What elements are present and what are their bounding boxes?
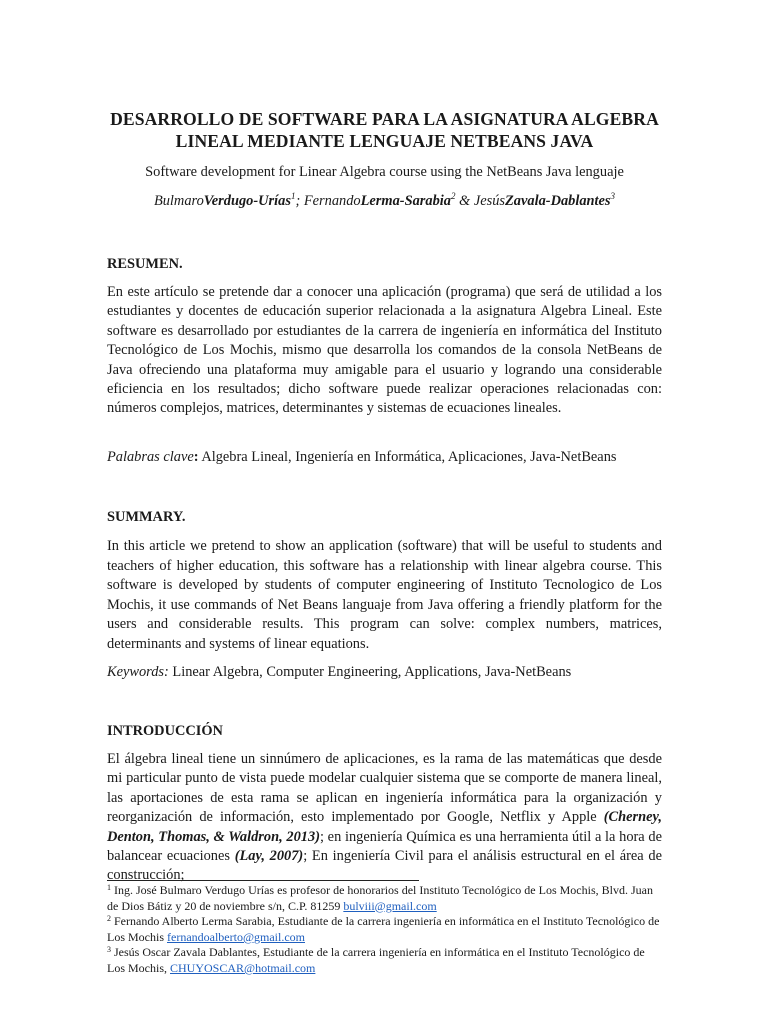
- author-2-surname: Lerma-Sarabia: [360, 193, 451, 209]
- intro-body: [107, 750, 662, 886]
- footnote-2: [107, 914, 662, 945]
- footnote-2-text: Fernando Alberto Lerma Sarabia, Estudiante de la carrera ingeniería en informática en el Instituto Tecnológico de Los Mochis: [107, 914, 660, 944]
- author-3-surname: Zavala-Dablantes: [505, 193, 611, 209]
- summary-keywords-list: Linear Algebra, Computer Engineering, Applications, Java-NetBeans: [168, 664, 572, 680]
- author-sep-2: &: [455, 193, 474, 209]
- title-line-2: LINEAL MEDIANTE LENGUAJE NETBEANS JAVA: [175, 131, 594, 151]
- resumen-heading: RESUMEN.: [107, 256, 183, 272]
- author-sep-1: ;: [295, 193, 304, 209]
- resumen-keywords-colon: :: [193, 449, 199, 465]
- summary-keywords-label: Keywords:: [107, 664, 169, 680]
- summary-keywords: [107, 663, 662, 681]
- intro-text-2: ; en ingeniería Química es una herramienta útil a la hora de balancear ecuaciones: [107, 828, 662, 865]
- intro-heading: INTRODUCCIÓN: [107, 723, 223, 739]
- author-1-mark: 1: [290, 191, 296, 201]
- footnote-3-email-link[interactable]: CHUYOSCAR@hotmail.com: [170, 960, 316, 975]
- author-2-given: Fernando: [303, 193, 361, 209]
- summary-body: In this article we pretend to show an application (software) that will be useful to students and teachers of higher education, this software has a relationship with linear algebra course. This software is developed by students of computer engineering of Instituto Tecnologico de Los Mochis, it use commands of Net Beans languaje from Java offering a friendly platform for the users and considerable results. This program can solve: complex numbers, matrices, determinants and systems of linear equations.: [107, 538, 662, 652]
- author-3-given: Jesús: [473, 193, 506, 209]
- footnotes: [107, 883, 662, 977]
- footnote-2-email-link[interactable]: fernandoalberto@gmail.com: [167, 929, 305, 944]
- citation-lay-2007: (Lay, 2007): [234, 848, 304, 865]
- english-subtitle: Software development for Linear Algebra course using the NetBeans Java lenguaje: [145, 164, 624, 180]
- intro-text-1: El álgebra lineal tiene un sinnúmero de aplicaciones, es la rama de las matemáticas que desde mi particular punto de vista puede modelar cualquier sistema que se comporte de manera lineal, las aportaciones de esta rama se aplican en ingeniería informática para la organización y reorganización de información, esto implementado por Google, Netflix y Apple: [107, 751, 662, 826]
- summary-heading: SUMMARY.: [107, 509, 186, 525]
- footnote-divider: [107, 880, 419, 881]
- author-2-mark: 2: [450, 191, 456, 201]
- footnote-2-mark: 2: [107, 914, 111, 924]
- author-3-mark: 3: [610, 191, 616, 201]
- footnote-3-text: Jesús Oscar Zavala Dablantes, Estudiante de la carrera ingeniería en informática en el Instituto Tecnológico de Los Mochis,: [107, 945, 645, 975]
- footnote-1: [107, 883, 662, 914]
- author-1-given: Bulmaro: [153, 193, 204, 209]
- footnote-3-mark: 3: [107, 945, 111, 955]
- author-list: [107, 192, 662, 210]
- citation-cherney-2013: (Cherney, Denton, Thomas, & Waldron, 2013): [107, 809, 662, 845]
- resumen-keywords-list: Algebra Lineal, Ingeniería en Informática, Aplicaciones, Java-NetBeans: [198, 449, 617, 465]
- footnote-1-mark: 1: [107, 883, 111, 892]
- title-line-1: DESARROLLO DE SOFTWARE PARA LA ASIGNATURA ALGEBRA: [110, 109, 659, 129]
- resumen-keywords-label: Palabras clave: [107, 449, 194, 465]
- resumen-keywords: [107, 448, 662, 466]
- footnote-1-email-link[interactable]: bulviii@gmail.com: [343, 898, 437, 913]
- resumen-body: En este artículo se pretende dar a conocer una aplicación (programa) que será de utilidad a los estudiantes y docentes de educación superior relacionada a la asignatura Algebra Lineal. Este software es desarrollado por estudiantes de la carrera de ingeniería en informática del Instituto Tecnológico de Los Mochis, mismo que desarrolla los comandos de la consola NetBeans de Java ofreciendo una plataforma muy amigable para el usuario y logrando una considerable eficiencia en los resultados; dicho software puede realizar operaciones relacionadas con: números complejos, matrices, determinantes y sistemas de ecuaciones lineales.: [107, 284, 662, 417]
- paper-title: [107, 108, 662, 152]
- intro-text-3: ; En ingeniería Civil para el análisis estructural en el área de construcción;: [107, 848, 662, 884]
- footnote-1-text: Ing. José Bulmaro Verdugo Urías es profesor de honorarios del Instituto Tecnológico de Los Mochis, Blvd. Juan de Dios Bátiz y 20 de noviembre s/n, C.P. 81259: [107, 883, 653, 913]
- author-1-surname: Verdugo-Urías: [203, 193, 291, 209]
- footnote-3: [107, 945, 662, 976]
